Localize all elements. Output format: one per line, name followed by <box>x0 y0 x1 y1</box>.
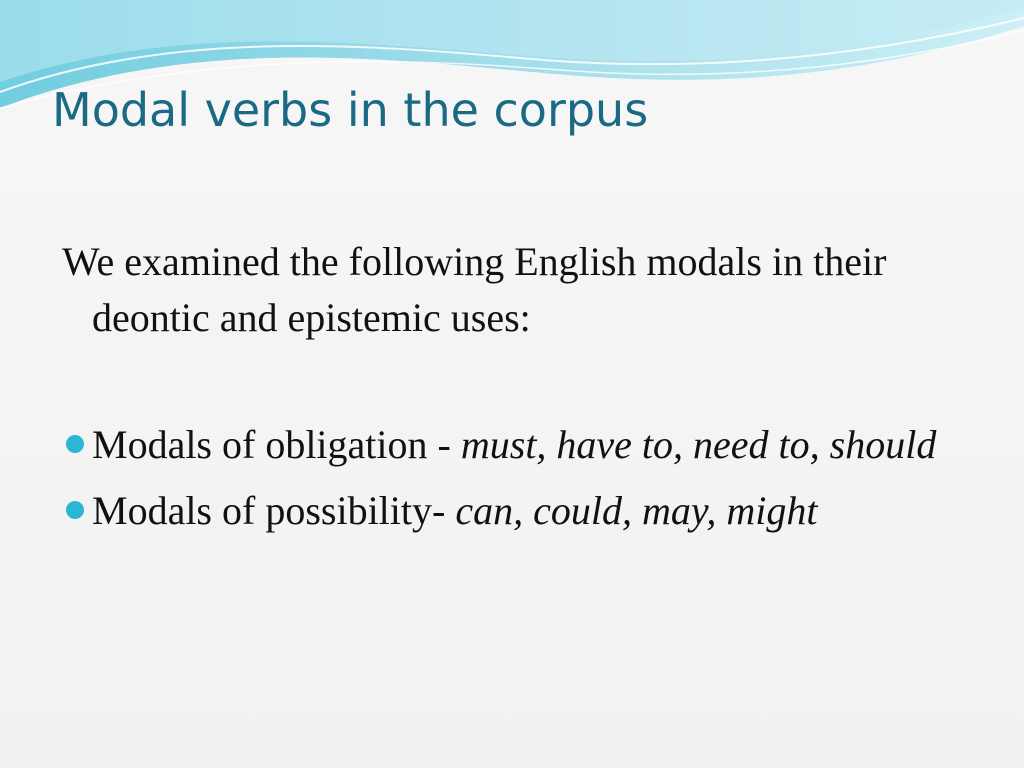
intro-text: We examined the following English modals in their deontic and epistemic uses: <box>62 239 887 340</box>
bullet-dot-icon <box>66 435 84 453</box>
bullet-dot-icon <box>66 501 84 519</box>
bullet-examples: can, could, may, might <box>455 488 818 533</box>
slide-title: Modal verbs in the corpus <box>52 83 649 137</box>
bullet-label: Modals of possibility- <box>92 488 456 533</box>
modal-bullet-list <box>62 417 962 549</box>
bullet-label: Modals of obligation - <box>92 422 461 467</box>
list-item-obligation <box>62 417 962 473</box>
list-item-possibility <box>62 483 962 539</box>
bullet-examples: must, have to, need to, should <box>460 422 937 467</box>
